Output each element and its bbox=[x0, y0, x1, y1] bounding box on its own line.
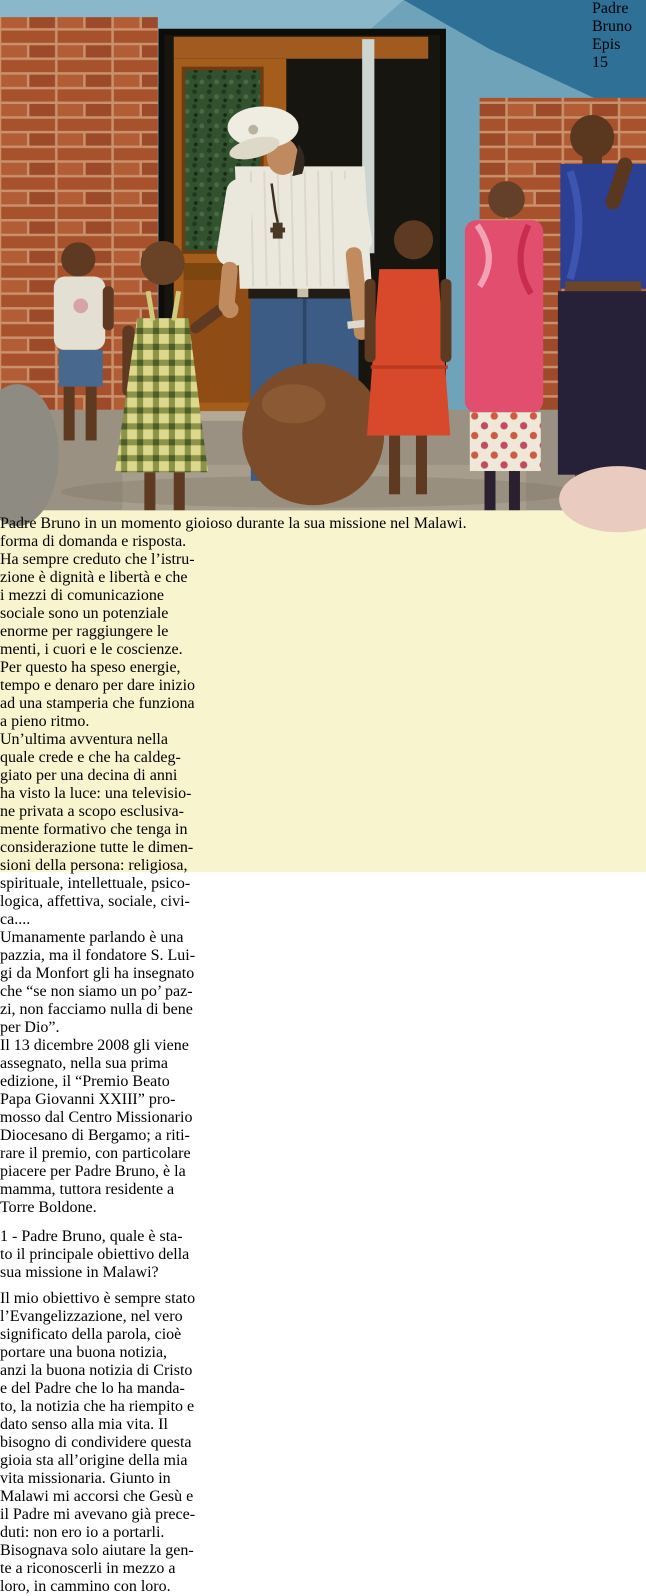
text-line: Umanamente parlando è una bbox=[0, 929, 184, 947]
text-line: forma di domanda e risposta. bbox=[0, 533, 187, 551]
text-line: Papa Giovanni XXIII” pro- bbox=[0, 1091, 176, 1109]
paragraph bbox=[0, 1037, 646, 1217]
page-number: 15 bbox=[592, 54, 608, 71]
text-column bbox=[0, 533, 646, 893]
text-line: Un’ultima avventura nella bbox=[0, 731, 168, 749]
text-line: a pieno ritmo. bbox=[0, 713, 90, 731]
text-line: gioia sta all’origine della mia bbox=[0, 1452, 188, 1470]
text-line: zi, non facciamo nulla di bene bbox=[0, 1001, 193, 1019]
paragraph bbox=[0, 731, 646, 893]
text-line: dato senso alla mia vita. Il bbox=[0, 1416, 168, 1434]
text-line: sua missione in Malawi? bbox=[0, 1264, 159, 1282]
text-line: assegnato, nella sua prima bbox=[0, 1055, 168, 1073]
text-line: Torre Boldone. bbox=[0, 1199, 97, 1217]
text-line: tempo e denaro per dare inizio bbox=[0, 677, 196, 695]
text-line: giato per una decina di anni bbox=[0, 767, 178, 785]
text-line: considerazione tutte le dimen- bbox=[0, 839, 194, 857]
text-line: ha visto la luce: una televisio- bbox=[0, 785, 192, 803]
text-line: sociale sono un potenziale bbox=[0, 605, 169, 623]
text-line: Malawi mi accorsi che Gesù e bbox=[0, 1488, 194, 1506]
mission-photo bbox=[0, 0, 646, 510]
text-line: vita missionaria. Giunto in bbox=[0, 1470, 171, 1488]
paragraph bbox=[0, 1228, 646, 1246]
text-line: ne privata a scopo esclusiva- bbox=[0, 803, 184, 821]
text-line: i mezzi di comunicazione bbox=[0, 587, 164, 605]
text-line: sioni della persona: religiosa, bbox=[0, 857, 188, 875]
text-line: te a riconoscerli in mezzo a bbox=[0, 1560, 176, 1578]
text-line: Bisognava solo aiutare la gen- bbox=[0, 1542, 194, 1560]
photo-figure bbox=[0, 0, 646, 515]
text-line: ca.... bbox=[0, 911, 31, 929]
text-line: Il mio obiettivo è sempre stato bbox=[0, 1290, 196, 1308]
text-line: zione è dignità e libertà e che bbox=[0, 569, 188, 587]
text-line: l’Evangelizzazione, nel vero bbox=[0, 1308, 183, 1326]
text-line: quale crede e che ha caldeg- bbox=[0, 749, 181, 767]
paragraph bbox=[0, 1246, 646, 1282]
text-line: il Padre mi avevano già prece- bbox=[0, 1506, 196, 1524]
paragraph bbox=[0, 893, 646, 929]
text-line: edizione, il “Premio Beato bbox=[0, 1073, 170, 1091]
text-line: Diocesano di Bergamo; a riti- bbox=[0, 1127, 190, 1145]
text-line: ad una stamperia che funziona bbox=[0, 695, 195, 713]
text-column bbox=[0, 893, 646, 1246]
text-line: significato della parola, cioè bbox=[0, 1326, 182, 1344]
text-line: rare il premio, con particolare bbox=[0, 1145, 191, 1163]
text-line: mamma, tuttora residente a bbox=[0, 1181, 175, 1199]
text-line: per Dio”. bbox=[0, 1019, 60, 1037]
text-line: to, la notizia che ha riempito e bbox=[0, 1398, 195, 1416]
sidebar-band bbox=[592, 0, 646, 872]
text-line: Il 13 dicembre 2008 gli viene bbox=[0, 1037, 189, 1055]
text-line: to il principale obiettivo della bbox=[0, 1246, 190, 1264]
text-line: menti, i cuori e le coscienze. bbox=[0, 641, 183, 659]
text-line: Ha sempre creduto che l’istru- bbox=[0, 551, 195, 569]
text-line: piacere per Padre Bruno, è la bbox=[0, 1163, 186, 1181]
text-line: mente formativo che tenga in bbox=[0, 821, 188, 839]
paragraph bbox=[0, 1290, 646, 1596]
text-line: e del Padre che lo ha manda- bbox=[0, 1380, 185, 1398]
text-line: enorme per raggiungere le bbox=[0, 623, 169, 641]
text-line: loro, in cammino con loro. bbox=[0, 1578, 171, 1596]
sidebar-vertical-title: Padre Bruno Epis bbox=[592, 0, 632, 53]
article-columns bbox=[0, 533, 646, 1596]
text-line: mosso dal Centro Missionario bbox=[0, 1109, 193, 1127]
photo-caption: Padre Bruno in un momento gioioso durante la sua missione nel Malawi. bbox=[0, 515, 467, 533]
paragraph bbox=[0, 533, 646, 731]
text-line: anzi la buona notizia di Cristo bbox=[0, 1362, 193, 1380]
text-line: logica, affettiva, sociale, civi- bbox=[0, 893, 190, 911]
text-line: portare una buona notizia, bbox=[0, 1344, 168, 1362]
text-line: che “se non siamo un po’ paz- bbox=[0, 983, 193, 1001]
text-line: bisogno di condividere questa bbox=[0, 1434, 192, 1452]
text-line: 1 - Padre Bruno, quale è sta- bbox=[0, 1228, 183, 1246]
text-line: duti: non ero io a portarli. bbox=[0, 1524, 165, 1542]
text-line: gi da Monfort gli ha insegnato bbox=[0, 965, 195, 983]
text-line: Per questo ha speso energie, bbox=[0, 659, 181, 677]
text-column bbox=[0, 1246, 646, 1596]
foreground-bald-head bbox=[242, 363, 384, 505]
text-line: spirituale, intellettuale, psico- bbox=[0, 875, 191, 893]
girl-pink-jacket bbox=[465, 181, 543, 510]
paragraph bbox=[0, 929, 646, 1037]
text-line: pazzia, ma il fondatore S. Lui- bbox=[0, 947, 196, 965]
